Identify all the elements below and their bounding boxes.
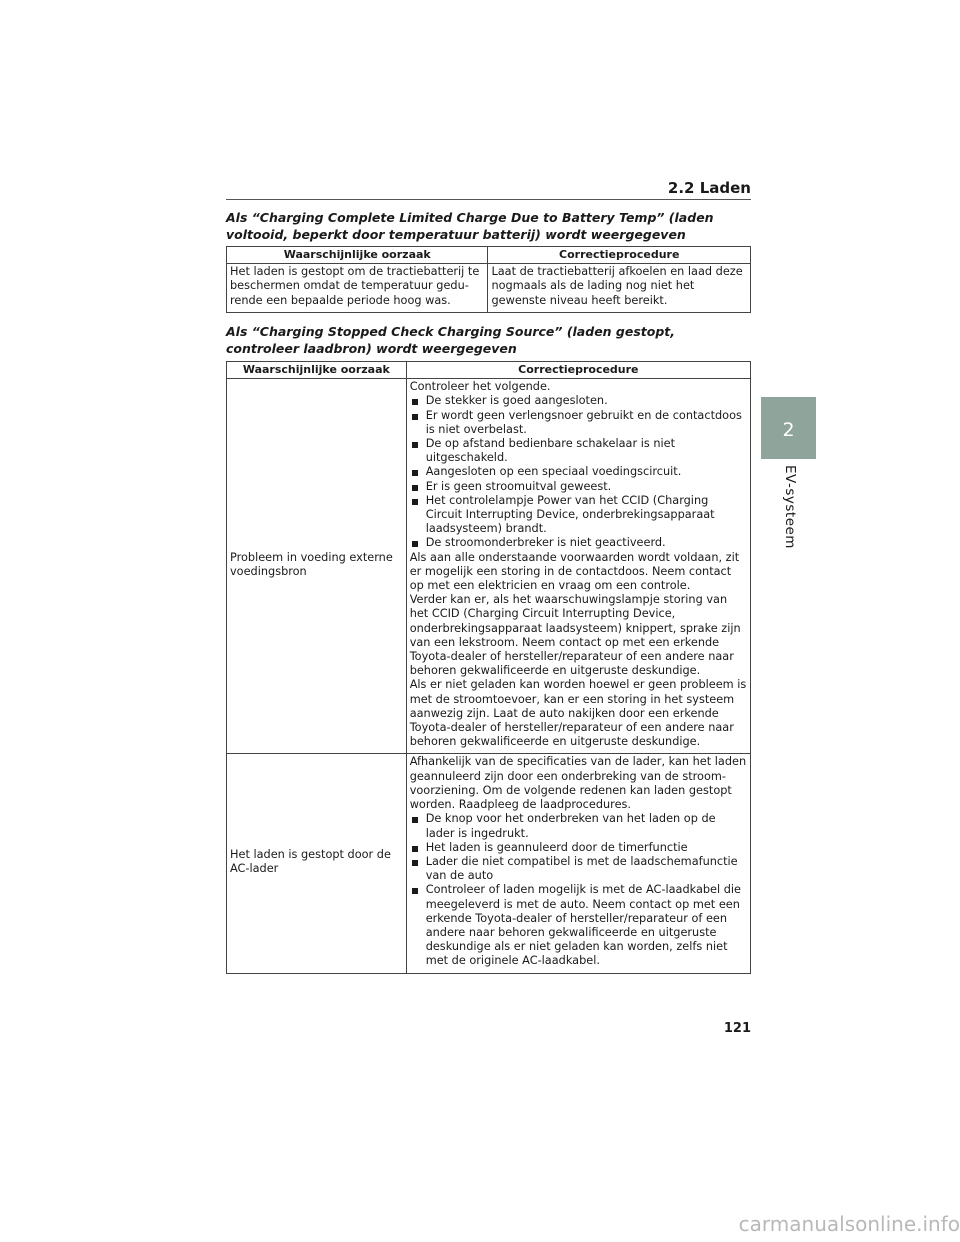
- table-header-row: [227, 362, 751, 379]
- cause-cell: Het laden is gestopt om de tractiebatterij te beschermen omdat de temperatuur gedurende een bepaalde periode hoog was.: [227, 264, 488, 313]
- procedure-cell: [406, 379, 750, 754]
- column-header-procedure: Correctieprocedure: [406, 362, 750, 379]
- list-item: Aangesloten op een speciaal voedingscircuit.: [410, 465, 747, 479]
- procedure-paragraph: Verder kan er, als het waarschuwingslampje storing van het CCID (Charging Circuit Interrupting Device, onderbrekingsapparaat laadsysteem) knippert, sprake zijn van een lekstroom. Neem contact op met een erkende Toyota-dealer of hersteller/reparateur of een andere naar behoren gekwalificeerde en uitgeruste deskundige.: [409, 593, 741, 678]
- page-number: 121: [723, 1021, 751, 1036]
- column-header-procedure: Correctieprocedure: [488, 247, 751, 264]
- chapter-tab-number: 2: [782, 419, 795, 441]
- cause-cell: Probleem in voeding externe voedingsbron: [227, 379, 407, 754]
- list-item: Het controlelampje Power van het CCID (Charging Circuit Interrupting Device, onderbrekingsapparaat laadsysteem) brandt.: [410, 494, 747, 537]
- procedure-paragraph: Als aan alle onderstaande voorwaarden wordt voldaan, zit er mogelijk een storing in de contactdoos. Neem contact op met een elektricien en vraag om een controle.: [409, 550, 740, 593]
- column-header-cause: Waarschijnlijke oorzaak: [227, 247, 488, 264]
- table-row: [227, 754, 751, 973]
- list-item: Lader die niet compatibel is met de laadschemafunctie van de auto: [410, 855, 747, 883]
- watermark: carmanualsonline.info: [738, 1212, 960, 1236]
- procedure-intro: Controleer het volgende.: [409, 380, 551, 394]
- check-list: [410, 394, 747, 550]
- list-item: De op afstand bedienbare schakelaar is niet uitgeschakeld.: [410, 437, 747, 465]
- list-item: Er is geen stroomuitval geweest.: [410, 480, 747, 494]
- cause-cell: Het laden is gestopt door de AC-lader: [227, 754, 407, 973]
- list-item: Controleer of laden mogelijk is met de AC-laadkabel die meegeleverd is met de auto. Neem contact op met een erkende Toyota-dealer of hersteller/reparateur of een andere naar behoren gekwalificeerde en uitgeruste deskundige als er niet geladen kan worden, zelfs niet met de originele AC-laadkabel.: [410, 883, 747, 968]
- list-item: Het laden is geannuleerd door de timerfunctie: [410, 841, 747, 855]
- table-row: [227, 379, 751, 754]
- table-row: [227, 264, 751, 313]
- section2-table: [226, 361, 751, 974]
- procedure-cell: [406, 754, 750, 973]
- list-item: De knop voor het onderbreken van het laden op de lader is ingedrukt.: [410, 812, 747, 840]
- procedure-intro: Afhankelijk van de specificaties van de lader, kan het laden geannuleerd zijn door een onderbreking van de stroomvoorziening. Om de volgende redenen kan laden gestopt worden. Raadpleeg de laadprocedures.: [409, 755, 747, 812]
- procedure-cell: Laat de tractiebatterij afkoelen en laad deze nogmaals als de lading nog niet het gewenste niveau heeft bereikt.: [488, 264, 751, 313]
- chapter-tab-label: EV-systeem: [782, 465, 798, 549]
- section1-table: [226, 246, 751, 313]
- column-header-cause: Waarschijnlijke oorzaak: [227, 362, 407, 379]
- section2-heading: Als “Charging Stopped Check Charging Source” (laden gestopt, controleer laadbron) wordt weergegeven: [226, 324, 676, 356]
- list-item: Er wordt geen verlengsnoer gebruikt en de contactdoos is niet overbelast.: [410, 409, 747, 437]
- section1-heading: Als “Charging Complete Limited Charge Due to Battery Temp” (laden voltooid, beperkt door temperatuur batterij) wordt weergegeven: [226, 210, 714, 242]
- page-header-title: 2.2 Laden: [667, 179, 751, 197]
- list-item: De stroomonderbreker is niet geactiveerd.: [410, 536, 747, 550]
- reason-list: [410, 812, 747, 968]
- list-item: De stekker is goed aangesloten.: [410, 394, 747, 408]
- header-divider: [226, 199, 751, 200]
- procedure-paragraph: Als er niet geladen kan worden hoewel er geen probleem is met de stroomtoevoer, kan er een storing in het systeem aanwezig zijn. Laat de auto nakijken door een erkende Toyota-dealer of hersteller/reparateur of een andere naar behoren gekwalificeerde en uitgeruste deskundige.: [409, 678, 747, 749]
- table-header-row: [227, 247, 751, 264]
